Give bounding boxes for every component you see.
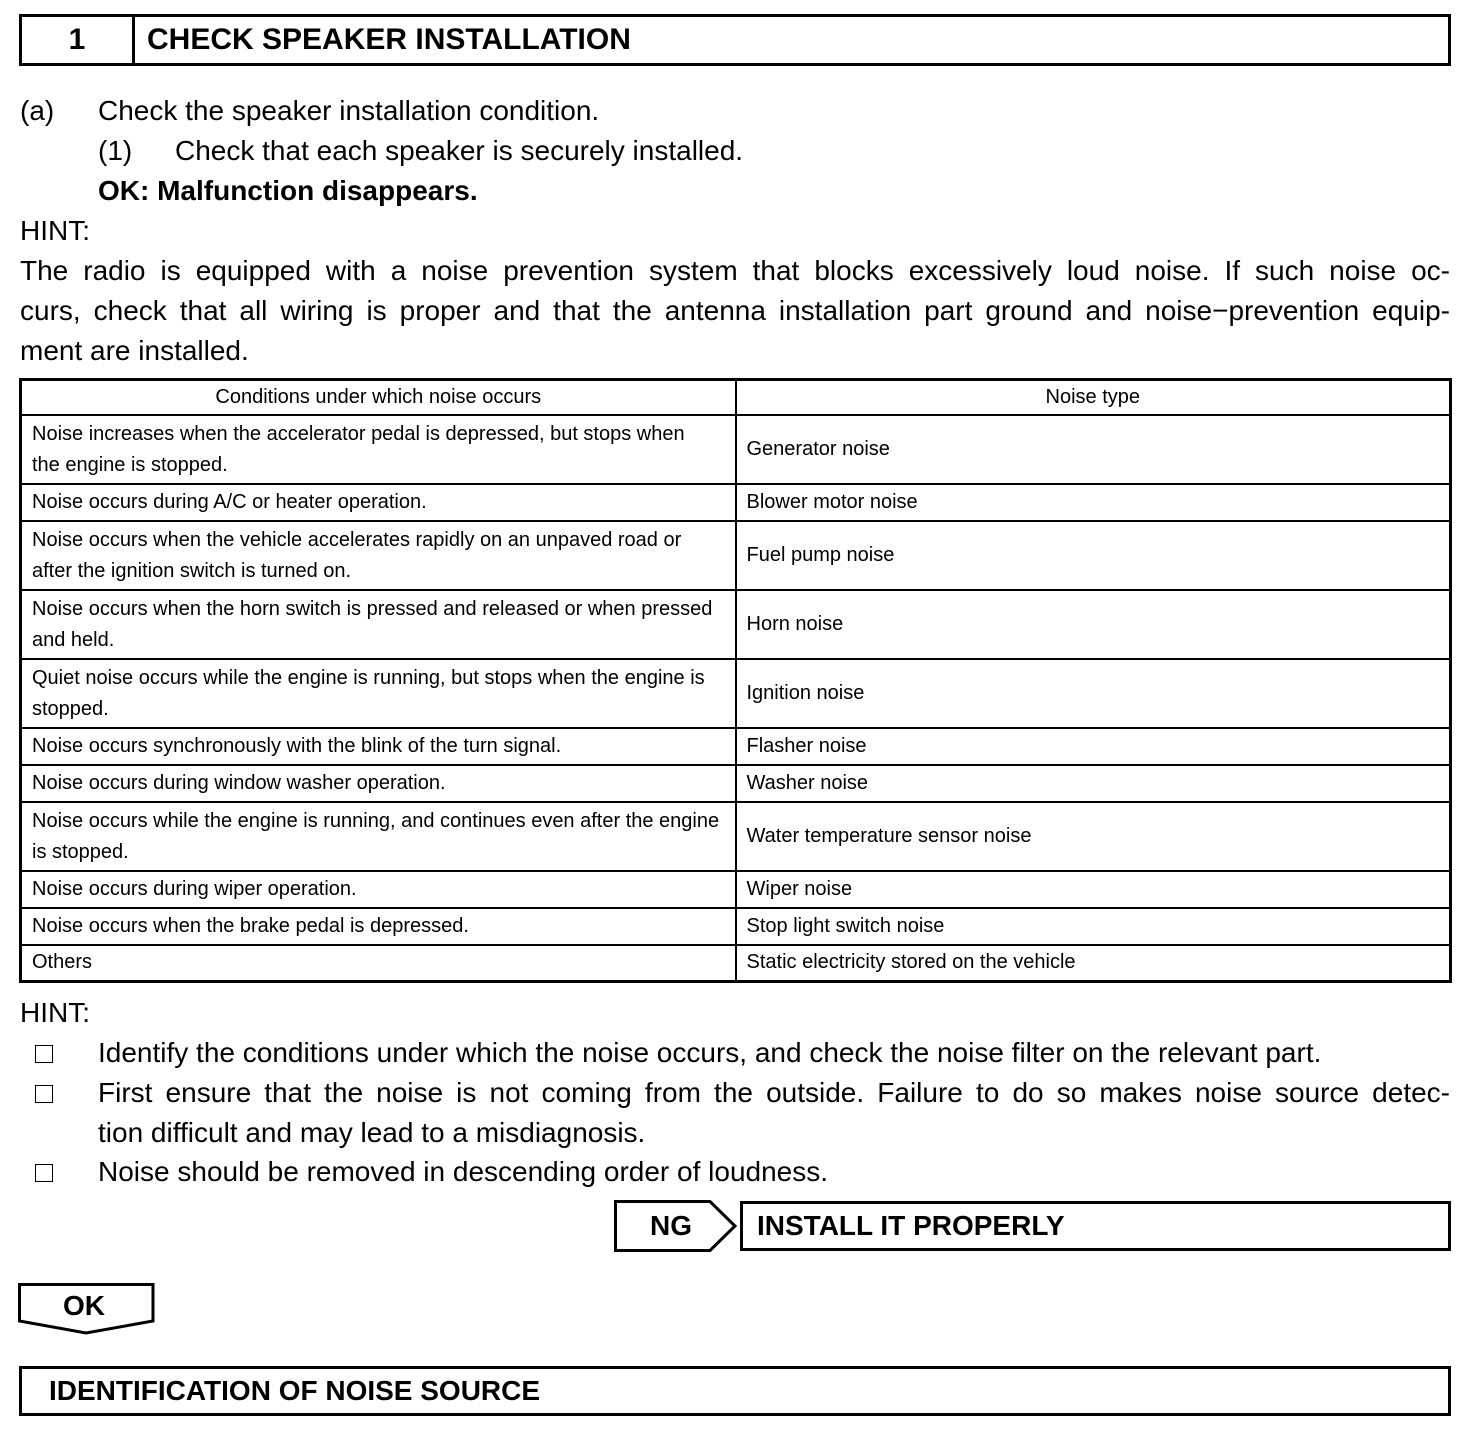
next-step-header	[19, 1366, 1451, 1416]
noise-type-cell: Ignition noise	[736, 659, 1451, 728]
step-title: CHECK SPEAKER INSTALLATION	[147, 23, 631, 56]
table-row	[21, 590, 1451, 659]
table-row	[21, 728, 1451, 765]
condition-cell: Noise occurs while the engine is running, and continues even after the engine is stopped.	[21, 802, 736, 871]
condition-cell: Noise occurs during window washer operation.	[21, 765, 736, 802]
noise-type-table	[19, 378, 1452, 983]
ng-action-text: INSTALL IT PROPERLY	[757, 1210, 1065, 1241]
procedure-sub-marker: (1)	[98, 135, 133, 166]
noise-type-cell: Stop light switch noise	[736, 908, 1451, 945]
ng-arrow-box	[614, 1200, 738, 1252]
hint-bullet-line: tion difficult and may lead to a misdiagnosis.	[98, 1117, 646, 1148]
noise-type-cell: Generator noise	[736, 415, 1451, 484]
checkbox-icon	[35, 1085, 53, 1103]
hint-bullet-line: First ensure that the noise is not coming from the outside. Failure to do so makes noise source detec-	[98, 1077, 1450, 1108]
table-row	[21, 802, 1451, 871]
hint-paragraph-line: The radio is equipped with a noise prevention system that blocks excessively loud noise. If such noise oc-	[20, 255, 1450, 286]
checkbox-icon	[35, 1045, 53, 1063]
noise-type-cell: Washer noise	[736, 765, 1451, 802]
noise-type-cell: Water temperature sensor noise	[736, 802, 1451, 871]
hint-paragraph-line: ment are installed.	[20, 335, 249, 366]
condition-cell: Noise occurs when the horn switch is pressed and released or when pressed and held.	[21, 590, 736, 659]
procedure-a-marker: (a)	[20, 95, 55, 126]
step-header	[19, 14, 1451, 66]
noise-type-cell: Blower motor noise	[736, 484, 1451, 521]
noise-type-cell: Wiper noise	[736, 871, 1451, 908]
table-row	[21, 415, 1451, 484]
column-header-conditions: Conditions under which noise occurs	[21, 380, 736, 416]
hint-bullet-line: Noise should be removed in descending order of loudness.	[98, 1156, 829, 1187]
column-header-noise-type: Noise type	[736, 380, 1451, 416]
ng-label: NG	[650, 1210, 692, 1241]
condition-cell: Noise occurs during wiper operation.	[21, 871, 736, 908]
noise-type-cell: Static electricity stored on the vehicle	[736, 945, 1451, 981]
noise-type-cell: Flasher noise	[736, 728, 1451, 765]
table-row	[21, 765, 1451, 802]
ok-criteria: OK: Malfunction disappears.	[98, 175, 478, 206]
table-header-row	[21, 380, 1451, 416]
noise-type-cell: Fuel pump noise	[736, 521, 1451, 590]
hint-bullet-line: Identify the conditions under which the noise occurs, and check the noise filter on the relevant part.	[98, 1037, 1322, 1068]
table-row	[21, 484, 1451, 521]
ng-action-box	[740, 1201, 1451, 1251]
ok-label: OK	[63, 1290, 105, 1321]
hint-paragraph-line: curs, check that all wiring is proper and that the antenna installation part ground and noise−prevention equip-	[20, 295, 1450, 326]
hint-label: HINT:	[20, 997, 90, 1028]
table-row	[21, 659, 1451, 728]
condition-cell: Noise increases when the accelerator pedal is depressed, but stops when the engine is stopped.	[21, 415, 736, 484]
table-row	[21, 521, 1451, 590]
table-row	[21, 908, 1451, 945]
next-step-title: IDENTIFICATION OF NOISE SOURCE	[49, 1375, 541, 1406]
condition-cell: Noise occurs during A/C or heater operation.	[21, 484, 736, 521]
step-number: 1	[22, 17, 135, 63]
table-row	[21, 945, 1451, 981]
condition-cell: Quiet noise occurs while the engine is running, but stops when the engine is stopped.	[21, 659, 736, 728]
hint-label: HINT:	[20, 215, 90, 246]
condition-cell: Noise occurs when the vehicle accelerates rapidly on an unpaved road or after the ignition switch is turned on.	[21, 521, 736, 590]
noise-type-cell: Horn noise	[736, 590, 1451, 659]
condition-cell: Others	[21, 945, 736, 981]
condition-cell: Noise occurs synchronously with the blink of the turn signal.	[21, 728, 736, 765]
table-row	[21, 871, 1451, 908]
condition-cell: Noise occurs when the brake pedal is depressed.	[21, 908, 736, 945]
procedure-a-text: Check the speaker installation condition.	[98, 95, 600, 126]
procedure-sub-text: Check that each speaker is securely installed.	[175, 135, 744, 166]
ok-arrow-box	[18, 1283, 156, 1335]
checkbox-icon	[35, 1164, 53, 1182]
